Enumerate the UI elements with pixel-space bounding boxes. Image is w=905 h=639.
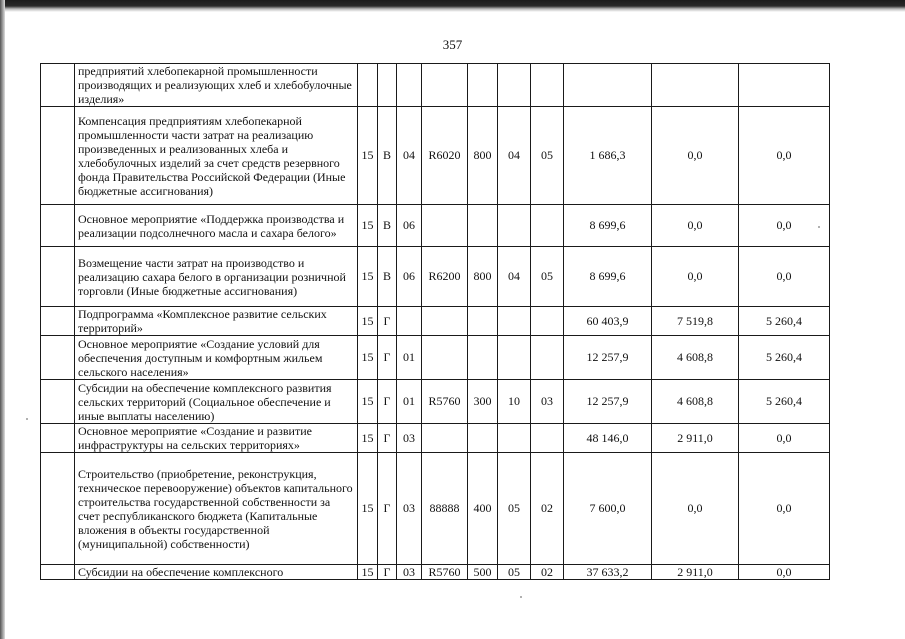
- row-name-cell: Подпрограмма «Комплексное развитие сельских территорий»: [75, 307, 358, 336]
- amount-cell: [739, 64, 830, 107]
- code-cell: [531, 307, 564, 336]
- code-cell: 05: [498, 565, 531, 580]
- code-cell: 15: [358, 336, 378, 380]
- code-cell: 02: [531, 453, 564, 565]
- code-cell: 06: [397, 205, 422, 247]
- code-cell: [498, 64, 531, 107]
- amount-cell: 4 608,8: [652, 380, 739, 424]
- code-cell: R5760: [422, 565, 468, 580]
- code-cell: 04: [498, 107, 531, 205]
- code-cell: 04: [498, 247, 531, 307]
- code-cell: [498, 424, 531, 453]
- code-cell: 05: [498, 453, 531, 565]
- amount-cell: 8 699,6: [564, 247, 652, 307]
- amount-cell: 0,0: [652, 247, 739, 307]
- code-cell: [468, 307, 498, 336]
- code-cell: 15: [358, 205, 378, 247]
- amount-cell: 12 257,9: [564, 380, 652, 424]
- amount-cell: 0,0: [652, 107, 739, 205]
- code-cell: 05: [531, 247, 564, 307]
- code-cell: 15: [358, 453, 378, 565]
- code-cell: [531, 424, 564, 453]
- code-cell: Г: [378, 453, 397, 565]
- row-name-cell: Компенсация предприятиям хлебопекарной промышленности части затрат на реализацию произведенных и реализованных хлеба и хлебобулочных изделий за счет средств резервного фонда Правительства Российской Федерации (Иные бюджетные ассигнования): [75, 107, 358, 205]
- code-cell: 400: [468, 453, 498, 565]
- code-cell: [498, 307, 531, 336]
- scan-speck: [520, 596, 522, 598]
- code-cell: [531, 64, 564, 107]
- code-cell: 06: [397, 247, 422, 307]
- code-cell: В: [378, 107, 397, 205]
- amount-cell: [652, 64, 739, 107]
- table-body: [41, 64, 830, 580]
- amount-cell: 4 608,8: [652, 336, 739, 380]
- code-cell: Г: [378, 336, 397, 380]
- code-cell: 15: [358, 247, 378, 307]
- code-cell: [397, 307, 422, 336]
- code-cell: [422, 205, 468, 247]
- table-row: [41, 380, 830, 424]
- code-cell: [422, 64, 468, 107]
- code-cell: В: [378, 205, 397, 247]
- row-index-cell: [41, 307, 75, 336]
- amount-cell: 60 403,9: [564, 307, 652, 336]
- amount-cell: 0,0: [739, 247, 830, 307]
- amount-cell: 5 260,4: [739, 336, 830, 380]
- code-cell: 300: [468, 380, 498, 424]
- code-cell: 15: [358, 424, 378, 453]
- code-cell: [378, 64, 397, 107]
- row-name-cell: Основное мероприятие «Создание условий для обеспечения доступным и комфортным жильем сельского населения»: [75, 336, 358, 380]
- amount-cell: 12 257,9: [564, 336, 652, 380]
- code-cell: [358, 64, 378, 107]
- row-index-cell: [41, 64, 75, 107]
- scan-speck: [26, 418, 28, 420]
- amount-cell: 0,0: [739, 205, 830, 247]
- amount-cell: 5 260,4: [739, 380, 830, 424]
- amount-cell: 7 600,0: [564, 453, 652, 565]
- code-cell: [397, 64, 422, 107]
- row-index-cell: [41, 247, 75, 307]
- scan-top-edge: [0, 0, 905, 12]
- row-index-cell: [41, 205, 75, 247]
- code-cell: В: [378, 247, 397, 307]
- table-row: [41, 565, 830, 580]
- code-cell: R6020: [422, 107, 468, 205]
- scan-speck: [818, 226, 820, 228]
- code-cell: 03: [397, 453, 422, 565]
- code-cell: 01: [397, 380, 422, 424]
- code-cell: [531, 205, 564, 247]
- code-cell: 05: [531, 107, 564, 205]
- code-cell: Г: [378, 424, 397, 453]
- row-index-cell: [41, 565, 75, 580]
- amount-cell: [564, 64, 652, 107]
- amount-cell: 2 911,0: [652, 424, 739, 453]
- row-name-cell: Субсидии на обеспечение комплексного развития сельских территорий (Социальное обеспечение и иные выплаты населению): [75, 380, 358, 424]
- table-row: [41, 247, 830, 307]
- code-cell: [422, 336, 468, 380]
- page-number: 357: [442, 37, 463, 52]
- table-row: [41, 107, 830, 205]
- amount-cell: 0,0: [739, 424, 830, 453]
- table-row: [41, 424, 830, 453]
- amount-cell: 8 699,6: [564, 205, 652, 247]
- table-row: [41, 453, 830, 565]
- table-row: [41, 307, 830, 336]
- code-cell: [422, 307, 468, 336]
- code-cell: 15: [358, 380, 378, 424]
- code-cell: Г: [378, 307, 397, 336]
- budget-table: [40, 63, 830, 580]
- code-cell: 02: [531, 565, 564, 580]
- amount-cell: 1 686,3: [564, 107, 652, 205]
- code-cell: [422, 424, 468, 453]
- row-name-cell: Строительство (приобретение, реконструкция, техническое перевооружение) объектов капитального строительства государственной собственности за счет республиканского бюджета (Капитальные вложения в объекты государственной (муниципальной) собственности): [75, 453, 358, 565]
- code-cell: [468, 64, 498, 107]
- code-cell: [498, 336, 531, 380]
- code-cell: 01: [397, 336, 422, 380]
- code-cell: [468, 205, 498, 247]
- code-cell: 15: [358, 307, 378, 336]
- code-cell: Г: [378, 565, 397, 580]
- amount-cell: 37 633,2: [564, 565, 652, 580]
- code-cell: 04: [397, 107, 422, 205]
- code-cell: 88888: [422, 453, 468, 565]
- code-cell: Г: [378, 380, 397, 424]
- row-index-cell: [41, 424, 75, 453]
- row-index-cell: [41, 453, 75, 565]
- amount-cell: 0,0: [652, 453, 739, 565]
- code-cell: R6200: [422, 247, 468, 307]
- row-name-cell: предприятий хлебопекарной промышленности производящих и реализующих хлеб и хлебобулочные изделия»: [75, 64, 358, 107]
- row-name-cell: Основное мероприятие «Создание и развитие инфраструктуры на сельских территориях»: [75, 424, 358, 453]
- row-name-cell: Основное мероприятие «Поддержка производства и реализации подсолнечного масла и сахара белого»: [75, 205, 358, 247]
- amount-cell: 2 911,0: [652, 565, 739, 580]
- code-cell: R5760: [422, 380, 468, 424]
- code-cell: [498, 205, 531, 247]
- amount-cell: 0,0: [652, 205, 739, 247]
- code-cell: 03: [397, 565, 422, 580]
- code-cell: [468, 336, 498, 380]
- amount-cell: 0,0: [739, 107, 830, 205]
- amount-cell: 7 519,8: [652, 307, 739, 336]
- table-row: [41, 336, 830, 380]
- table-row: [41, 64, 830, 107]
- code-cell: 10: [498, 380, 531, 424]
- code-cell: 15: [358, 107, 378, 205]
- code-cell: 500: [468, 565, 498, 580]
- row-index-cell: [41, 380, 75, 424]
- code-cell: 800: [468, 107, 498, 205]
- table-row: [41, 205, 830, 247]
- row-name-cell: Субсидии на обеспечение комплексного: [75, 565, 358, 580]
- code-cell: 800: [468, 247, 498, 307]
- code-cell: 15: [358, 565, 378, 580]
- amount-cell: 0,0: [739, 453, 830, 565]
- scan-left-edge: [0, 0, 5, 639]
- amount-cell: 5 260,4: [739, 307, 830, 336]
- code-cell: 03: [531, 380, 564, 424]
- amount-cell: 48 146,0: [564, 424, 652, 453]
- row-index-cell: [41, 336, 75, 380]
- code-cell: 03: [397, 424, 422, 453]
- amount-cell: 0,0: [739, 565, 830, 580]
- row-index-cell: [41, 107, 75, 205]
- code-cell: [468, 424, 498, 453]
- row-name-cell: Возмещение части затрат на производство и реализацию сахара белого в организации розничной торговли (Иные бюджетные ассигнования): [75, 247, 358, 307]
- code-cell: [531, 336, 564, 380]
